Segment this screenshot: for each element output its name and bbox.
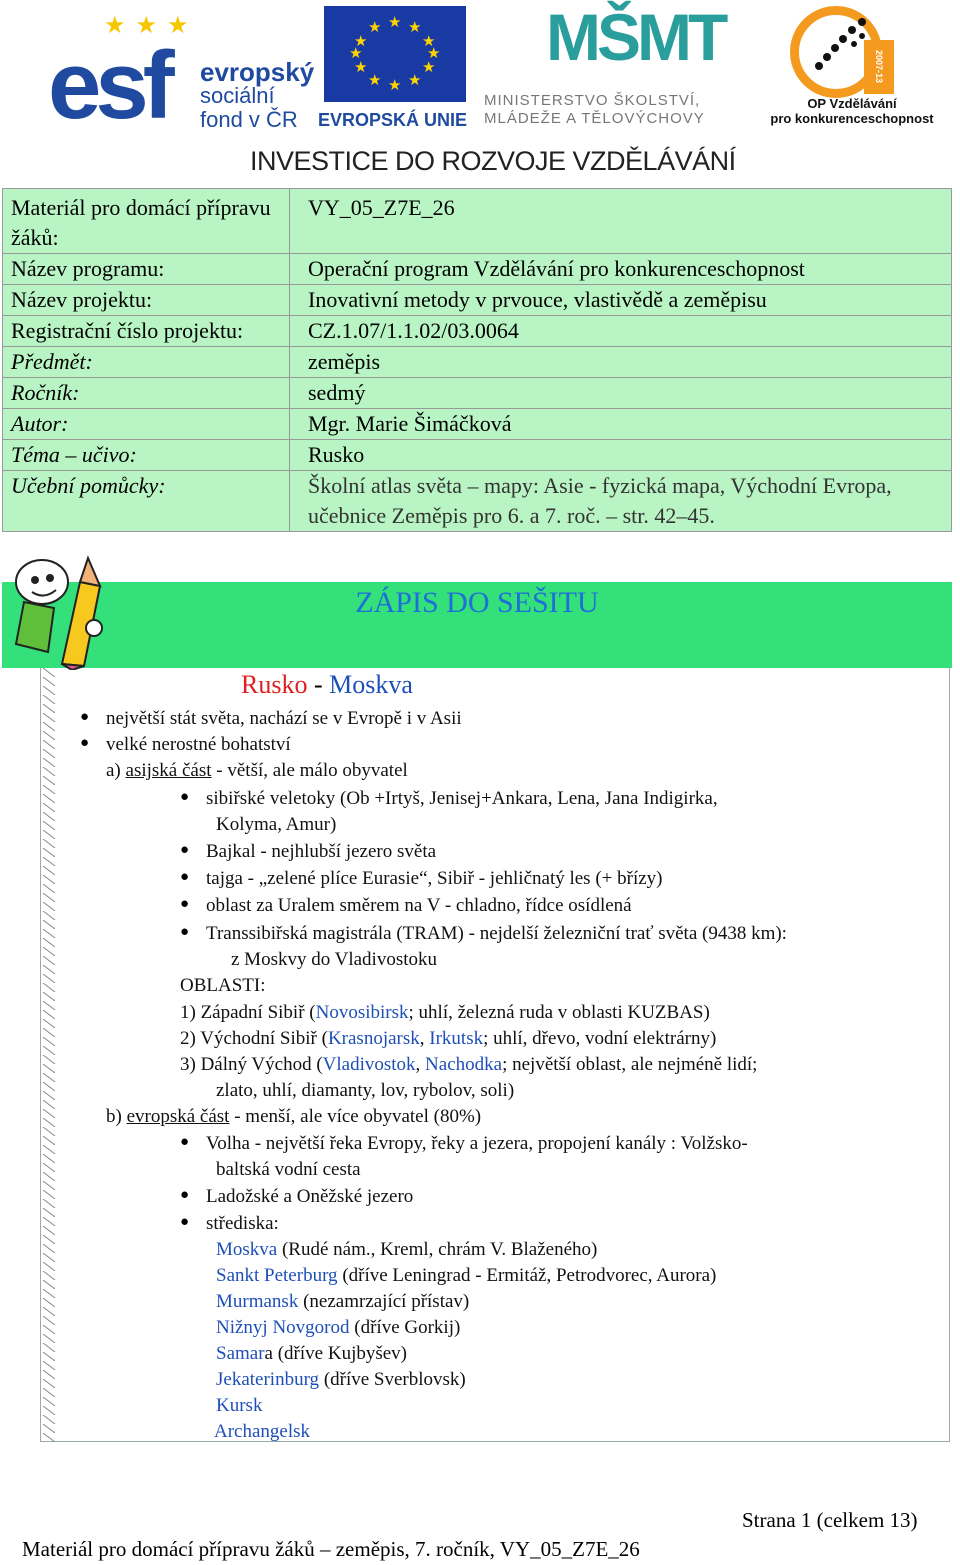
city-name: Irkutsk xyxy=(429,1028,484,1049)
city-note: (nezamrzající přístav) xyxy=(298,1291,470,1312)
info-row xyxy=(3,347,952,378)
city-name: Novosibirsk xyxy=(315,1002,409,1023)
info-label: Autor: xyxy=(3,409,290,440)
page-number: Strana 1 (celkem 13) xyxy=(742,1508,918,1532)
note-line: Bajkal - nejhlubší jezero světa xyxy=(206,841,437,862)
note-line xyxy=(216,1263,716,1289)
info-label: Název projektu: xyxy=(3,285,290,316)
info-label: Registrační číslo projektu: xyxy=(3,316,290,347)
list-marker: a) xyxy=(106,760,121,781)
info-value: Rusko xyxy=(290,440,952,471)
op-logo-badge: 2007-13 xyxy=(864,40,894,94)
info-row xyxy=(3,440,952,471)
bullet-icon: ● xyxy=(80,735,90,751)
eu-logo xyxy=(318,6,468,130)
region-text: , xyxy=(419,1028,430,1049)
note-line xyxy=(216,1367,466,1393)
investice-slogan: INVESTICE DO ROZVOJE VZDĚLÁVÁNÍ xyxy=(250,146,736,176)
eu-flag: ★ ★ ★ ★ ★ ★ ★ ★ ★ ★ ★ ★ xyxy=(324,6,466,102)
city-note: (Rudé nám., Kreml, chrám V. Blaženého) xyxy=(277,1239,598,1260)
note-line xyxy=(216,1237,597,1263)
banner-title: ZÁPIS DO SEŠITU xyxy=(355,586,599,619)
title-moskva: Moskva xyxy=(329,670,413,699)
section-heading: evropská část xyxy=(126,1106,230,1127)
region-text: , xyxy=(415,1054,426,1075)
info-value: sedmý xyxy=(290,378,952,409)
info-value: Mgr. Marie Šimáčková xyxy=(290,409,952,440)
city-note: (dříve Gorkij) xyxy=(349,1317,461,1338)
note-line xyxy=(216,1341,407,1367)
bullet-icon: ● xyxy=(180,869,190,885)
title-rusko: Rusko xyxy=(241,670,308,699)
note-line: sibiřské veletoky (Ob +Irtyš, Jenisej+Ankara, Lena, Jana Indigirka, xyxy=(206,788,718,809)
note-line: Kolyma, Amur) xyxy=(216,814,337,835)
note-line: baltská vodní cesta xyxy=(216,1159,361,1180)
note-line: OBLASTI: xyxy=(180,975,266,996)
info-row xyxy=(3,409,952,440)
region-text: ; největší oblast, ale nejméně lidí; xyxy=(502,1054,758,1075)
list-marker: b) xyxy=(106,1106,122,1127)
info-row xyxy=(3,378,952,409)
note-line xyxy=(180,1052,757,1078)
msmt-line-2: MLÁDEŽE A TĚLOVÝCHOVY xyxy=(484,110,705,127)
msmt-logo-mark: MŠMT xyxy=(546,0,725,74)
region-text: 1) Západní Sibiř ( xyxy=(180,1002,316,1023)
op-logo-dots xyxy=(810,16,870,76)
footer-document-title: Materiál pro domácí přípravu žáků – zeměpis, 7. ročník, VY_05_Z7E_26 xyxy=(22,1537,640,1561)
msmt-logo-text xyxy=(484,92,705,128)
city-name: Murmansk xyxy=(216,1291,299,1312)
note-line: zlato, uhlí, diamanty, lov, rybolov, soli) xyxy=(216,1080,515,1101)
city-name: Krasnojarsk xyxy=(327,1028,420,1049)
msmt-logo xyxy=(480,0,750,135)
note-line: z Moskvy do Vladivostoku xyxy=(231,949,438,970)
region-text: ; uhlí, železná ruda v oblasti KUZBAS) xyxy=(408,1002,710,1023)
note-line: Transsibiřská magistrála (TRAM) - nejdelší železniční trať světa (9438 km): xyxy=(206,923,787,944)
note-line xyxy=(216,1315,460,1341)
note-line xyxy=(214,1419,310,1445)
note-line: Ladožské a Oněžské jezero xyxy=(206,1186,414,1207)
op-logo-text xyxy=(752,96,952,126)
bullet-icon: ● xyxy=(180,1214,190,1230)
section-heading: asijská část xyxy=(125,760,212,781)
city-name: Nižnyj Novgorod xyxy=(216,1317,350,1338)
info-table xyxy=(2,188,952,532)
op-line-1: OP Vzdělávání xyxy=(807,96,897,111)
city-name: Jekaterinburg xyxy=(216,1369,320,1390)
bullet-icon: ● xyxy=(180,924,190,940)
esf-line-1: evropský xyxy=(200,57,315,87)
esf-line-3: fond v ČR xyxy=(200,107,298,132)
note-line xyxy=(216,1289,469,1315)
bullet-icon: ● xyxy=(180,842,190,858)
city-name: Samar xyxy=(216,1343,265,1364)
info-value: Školní atlas světa – mapy: Asie - fyzická mapa, Východní Evropa, učebnice Zeměpis pro 6. a 7. roč. – str. 42–45. xyxy=(290,471,952,532)
section-rest: - menší, ale více obyvatel (80%) xyxy=(229,1106,482,1127)
info-row xyxy=(3,316,952,347)
note-line: velké nerostné bohatství xyxy=(106,734,291,755)
esf-stars: ★ ★ ★ xyxy=(104,13,191,39)
info-label: Téma – učivo: xyxy=(3,440,290,471)
info-label: Název programu: xyxy=(3,254,290,285)
bullet-icon: ● xyxy=(180,1187,190,1203)
info-label: Předmět: xyxy=(3,347,290,378)
note-line xyxy=(106,758,408,784)
bullet-icon: ● xyxy=(180,789,190,805)
region-text: 3) Dálný Východ ( xyxy=(180,1054,323,1075)
info-value: zeměpis xyxy=(290,347,952,378)
info-row xyxy=(3,254,952,285)
note-line: tajga - „zelené plíce Eurasie“, Sibiř - jehličnatý les (+ břízy) xyxy=(206,868,663,889)
msmt-line-1: MINISTERSTVO ŠKOLSTVÍ, xyxy=(484,92,701,109)
note-line: střediska: xyxy=(206,1213,279,1234)
city-name: Nachodka xyxy=(425,1054,503,1075)
esf-line-2: sociální xyxy=(200,83,275,108)
city-name: Kursk xyxy=(216,1395,263,1416)
city-name: Vladivostok xyxy=(322,1054,416,1075)
region-text: ; uhlí, dřevo, vodní elektrárny) xyxy=(483,1028,717,1049)
note-line: oblast za Uralem směrem na V - chladno, řídce osídlená xyxy=(206,895,632,916)
hatch-border xyxy=(41,668,61,1442)
city-note: (dříve Leningrad - Ermitáž, Petrodvorec, Aurora) xyxy=(337,1265,717,1286)
title-separator: - xyxy=(307,670,330,699)
esf-logo-letters: esf xyxy=(48,32,169,139)
info-row xyxy=(3,285,952,316)
logo-header xyxy=(0,0,960,190)
note-line xyxy=(180,1000,710,1026)
info-label: Učební pomůcky: xyxy=(3,471,290,532)
city-note: (dříve Sverblovsk) xyxy=(319,1369,466,1390)
info-value: CZ.1.07/1.1.02/03.0064 xyxy=(290,316,952,347)
section-rest: - větší, ale málo obyvatel xyxy=(211,760,408,781)
eu-logo-text: EVROPSKÁ UNIE xyxy=(318,110,468,130)
note-line xyxy=(216,1393,262,1419)
esf-logo xyxy=(48,8,315,139)
city-name: Archangelsk xyxy=(214,1421,311,1442)
bullet-icon: ● xyxy=(80,709,90,725)
note-line: největší stát světa, nachází se v Evropě i v Asii xyxy=(106,708,462,729)
esf-logo-text xyxy=(200,57,315,132)
bullet-icon: ● xyxy=(180,896,190,912)
city-name: Moskva xyxy=(216,1239,278,1260)
info-row xyxy=(3,189,952,254)
info-value: Inovativní metody v prvouce, vlastivědě a zeměpisu xyxy=(290,285,952,316)
info-value: VY_05_Z7E_26 xyxy=(290,189,952,254)
notes-banner xyxy=(2,582,952,668)
bullet-icon: ● xyxy=(180,1134,190,1150)
info-value: Operační program Vzdělávání pro konkurenceschopnost xyxy=(290,254,952,285)
note-line xyxy=(180,1026,716,1052)
note-line xyxy=(106,1104,481,1130)
region-text: 2) Východní Sibiř ( xyxy=(180,1028,328,1049)
pencil-mascot-icon xyxy=(2,552,142,670)
notes-title xyxy=(0,670,909,700)
note-line: Volha - největší řeka Evropy, řeky a jezera, propojení kanály : Volžsko- xyxy=(206,1133,748,1154)
city-note: a (dříve Kujbyšev) xyxy=(264,1343,408,1364)
info-label: Materiál pro domácí přípravu žáků: xyxy=(3,189,290,254)
op-line-2: pro konkurenceschopnost xyxy=(770,111,934,126)
city-name: Sankt Peterburg xyxy=(216,1265,338,1286)
info-label: Ročník: xyxy=(3,378,290,409)
info-row xyxy=(3,471,952,532)
op-logo xyxy=(752,0,952,135)
